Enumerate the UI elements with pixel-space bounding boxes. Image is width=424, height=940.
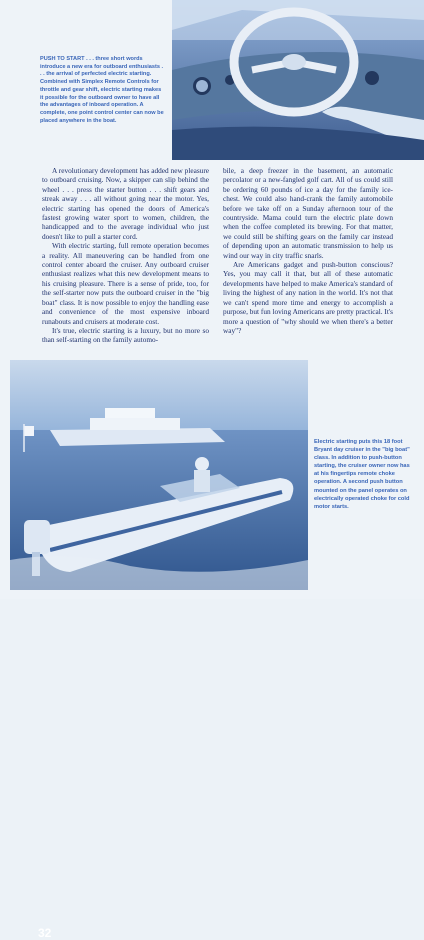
- paragraph: bile, a deep freezer in the basement, an automatic percolator or a new-fangled golf cart. All of us could still be ordering 60 pounds of ice a day for the family ice-chest. We could also hand-crank the family automobile before we take off on a Sunday afternoon tour of the countryside. Mama could turn the electric plate down when the coffee completed its brewing. For that matter, we could still be shifting gears on the family car instead of depending upon an automatic transmission to help us wind our way in city traffic snarls.: [223, 166, 393, 260]
- body-column-right: [223, 166, 393, 335]
- paragraph: It's true, electric starting is a luxury, but no more so than self-starting on the family automo-: [42, 325, 209, 345]
- paragraph: With electric starting, full remote operation becomes a reality. All maneuvering can be handled from one control center aboard the cruiser. Any outboard cruiser enthusiast realizes what this new development means to his cruising pleasure. There is a sense of pride, too, for the self-starter now puts the outboard cruiser in the "big boat" class. It is now possible to enjoy the handling ease and convenience of the most expensive inboard runabouts and cruisers at moderate cost.: [42, 241, 209, 326]
- paragraph: Are Americans gadget and push-button conscious? Yes, you may call it that, but all of these automatic developments have helped to make America's standard of living the highest of any nation in the world. It's not that we can't spend more time and energy to accomplish a purpose, but fun loving Americans are pretty practical. It's more a question of "why should we when there's a better way"?: [223, 260, 393, 335]
- paragraph: A revolutionary development has added new pleasure to outboard cruising. Now, a skipper can slip behind the wheel . . . press the starter button . . . shift gears and streak away . . . all without going near the motor. Yes, electric starting has opened the doors of America's fastest growing water sport to women, children, the handicapped and to the average individual who just doesn't like to pull a starter cord.: [42, 166, 209, 241]
- page-number: 32: [38, 926, 52, 940]
- boat-photo: [10, 360, 308, 940]
- body-column-left: [42, 166, 209, 345]
- dashboard-illustration: [172, 0, 424, 160]
- dashboard-photo: [172, 0, 424, 160]
- boat-illustration: [10, 360, 308, 590]
- bottom-photo-caption: Electric starting puts this 18 foot Bryant day cruiser in the "big boat" class. In addition to push-button starting, the cruiser owner now has at his fingertips remote choke operation. A second push button mounted on the panel operates on electrically operated choke for cold motor starts.: [314, 439, 410, 510]
- top-photo-caption: PUSH TO START . . . three short words introduce a new era for outboard enthusiasts . . . the arrival of perfected electric starting. Combined with Simplex Remote Controls for throttle and gear shift, electric starting makes it possible for the outboard owner to have all the advantages of inboard operation. A complete, one point control center can now be placed anywhere in the boat.: [40, 56, 164, 124]
